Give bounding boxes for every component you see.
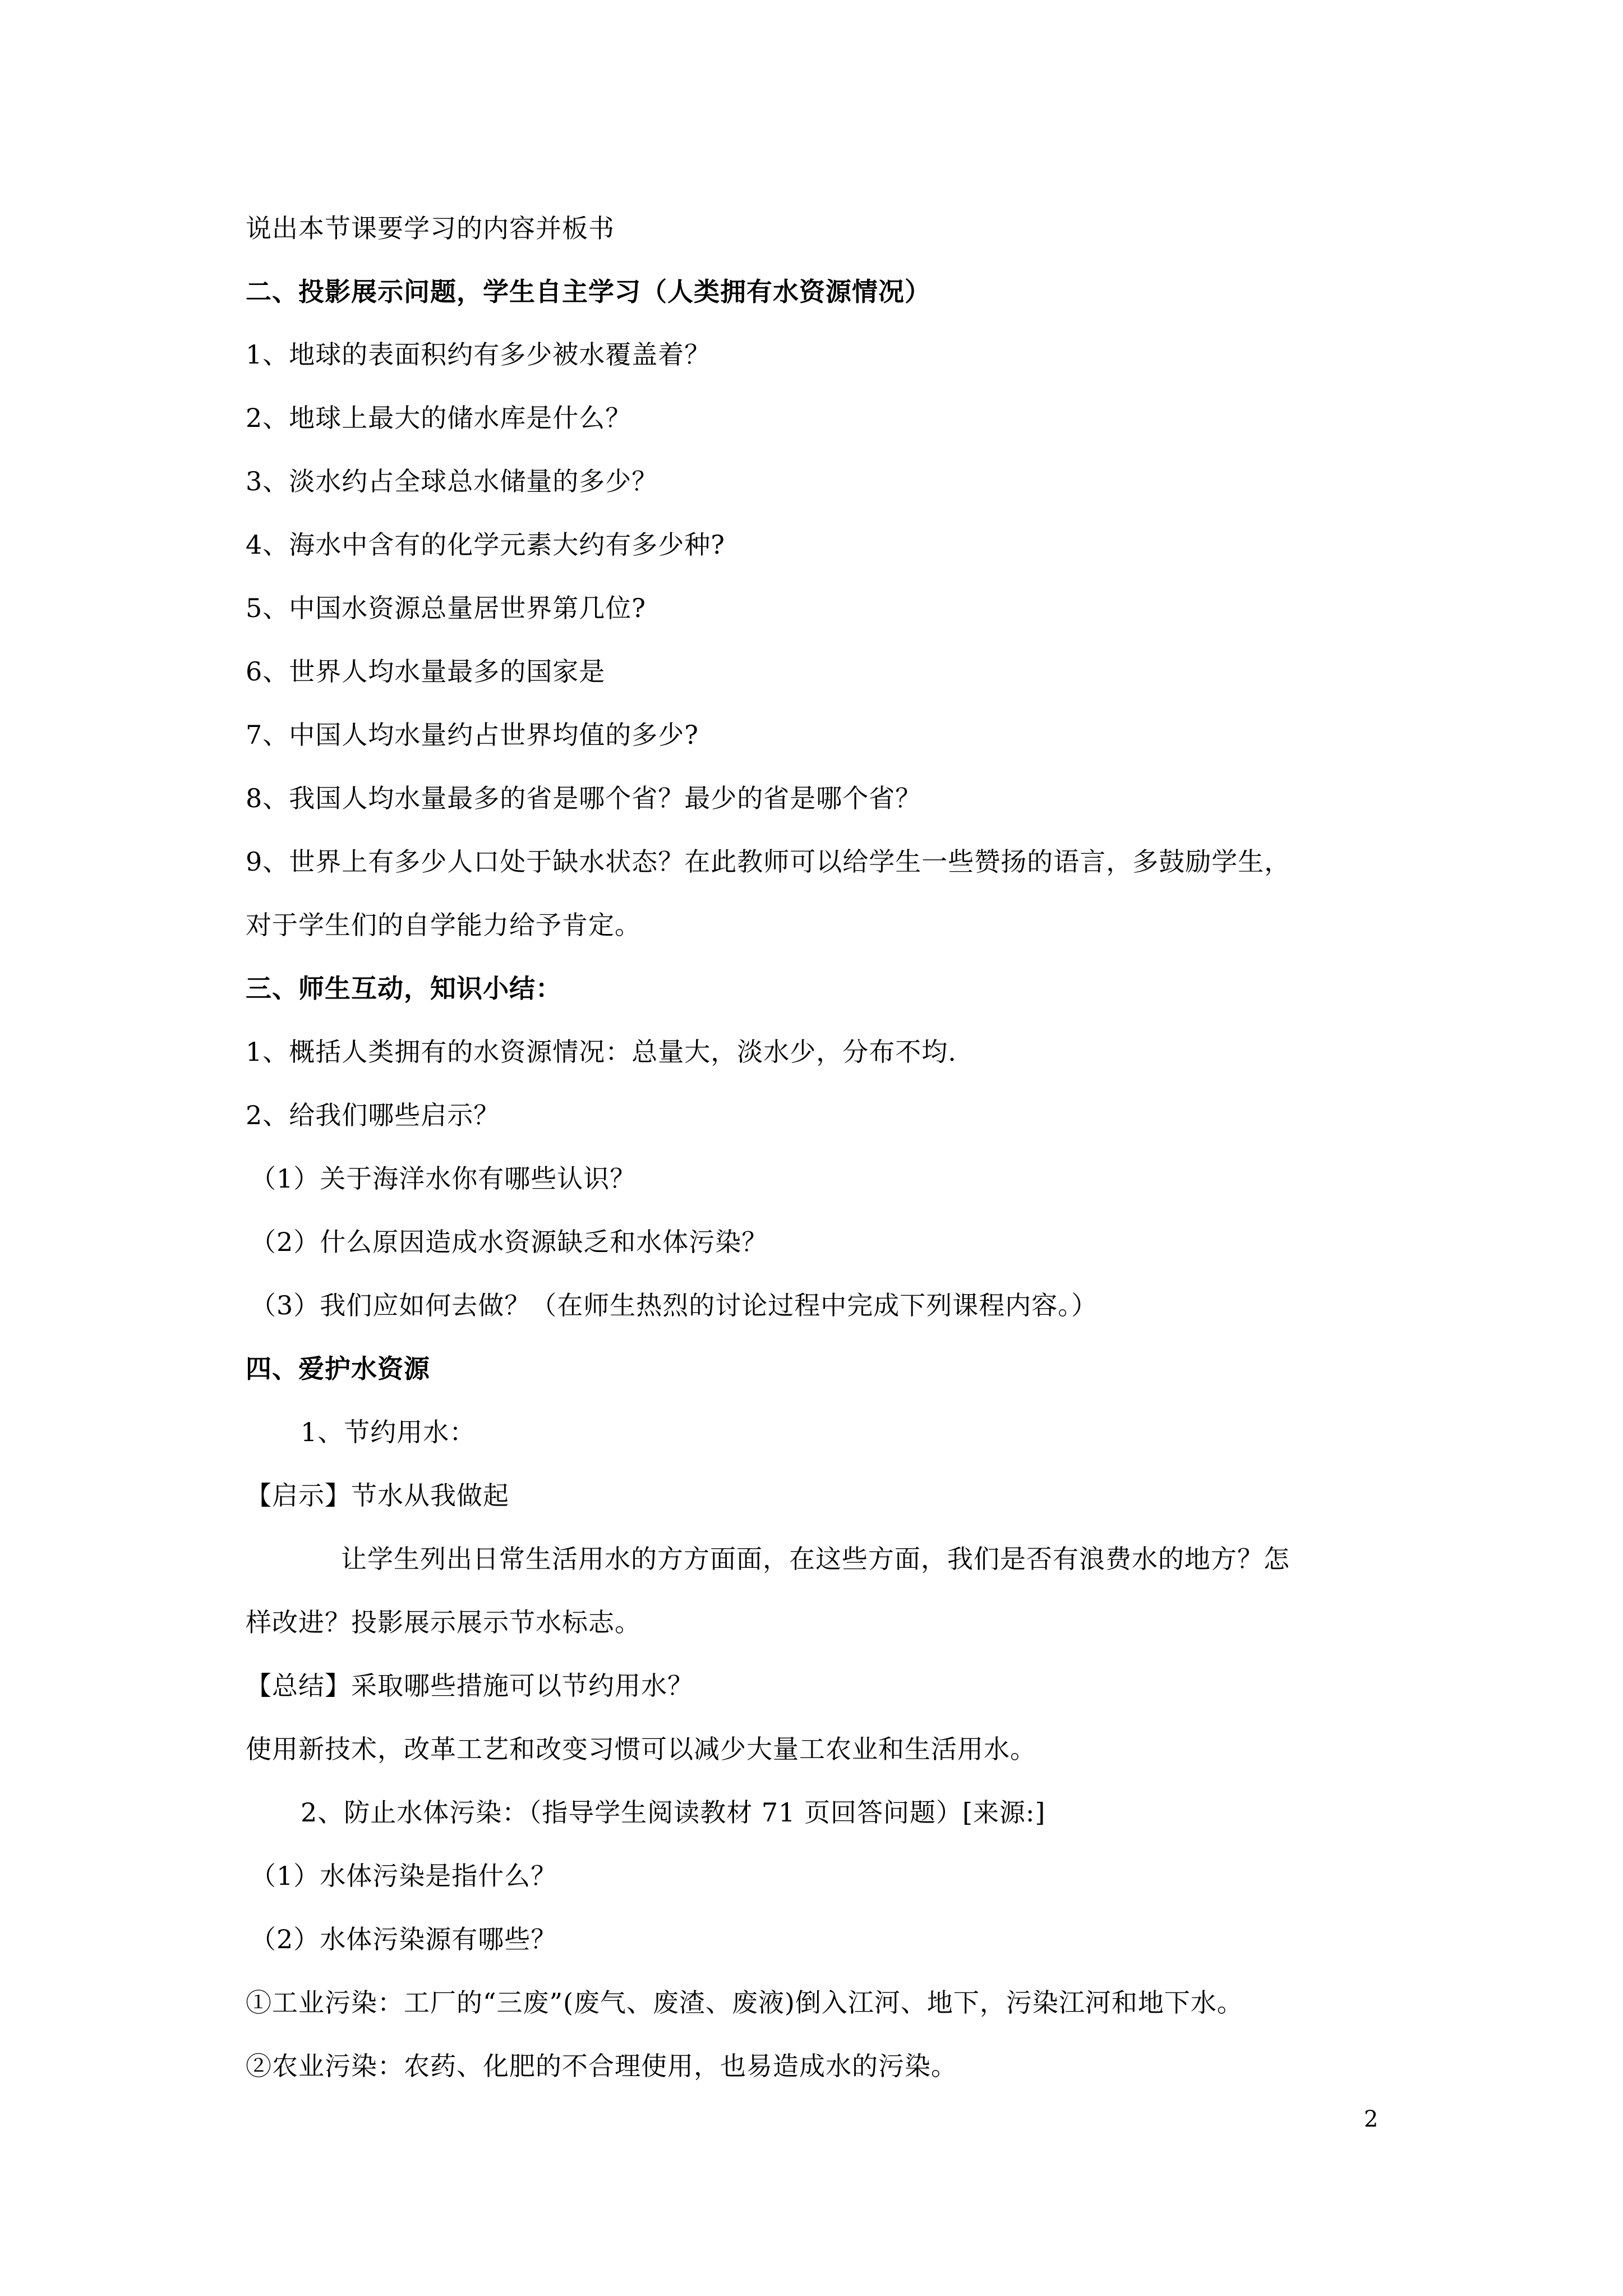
question-9-continued: 对于学生们的自学能力给予肯定。 <box>246 910 641 940</box>
activity-line: 让学生列出日常生活用水的方方面面，在这些方面，我们是否有浪费水的地方？怎 <box>341 1544 1290 1574</box>
question-5: 5、中国水资源总量居世界第几位? <box>246 593 646 623</box>
pollution-question-1: （1）水体污染是指什么？ <box>250 1861 557 1891</box>
question-3: 3、淡水约占全球总水储量的多少？ <box>246 466 658 496</box>
summary-2: 2、给我们哪些启示？ <box>246 1100 500 1130</box>
summary-2-item-1: （1）关于海洋水你有哪些认识？ <box>250 1163 637 1194</box>
section-heading-4: 四、爱护水资源 <box>246 1354 430 1384</box>
summary-1: 1、概括人类拥有的水资源情况：总量大，淡水少，分布不均. <box>246 1037 957 1067</box>
question-4: 4、海水中含有的化学元素大约有多少种? <box>246 530 725 560</box>
conclusion-line: 【总结】采取哪些措施可以节约用水？ <box>246 1671 694 1701</box>
section-heading-2: 二、投影展示问题，学生自主学习（人类拥有水资源情况） <box>246 277 931 307</box>
agricultural-pollution-line: ②农业污染：农药、化肥的不合理使用，也易造成水的污染。 <box>246 2051 957 2081</box>
pollution-question-2: （2）水体污染源有哪些？ <box>250 1924 557 1954</box>
subsection-save-water: 1、节约用水： <box>301 1417 476 1447</box>
page-number: 2 <box>1364 2106 1378 2132</box>
section-heading-3: 三、师生互动，知识小结： <box>246 973 562 1004</box>
question-1: 1、地球的表面积约有多少被水覆盖着？ <box>246 339 711 370</box>
question-2: 2、地球上最大的储水库是什么？ <box>246 403 632 433</box>
measures-line: 使用新技术，改革工艺和改变习惯可以减少大量工农业和生活用水。 <box>246 1734 1036 1764</box>
question-8: 8、我国人均水量最多的省是哪个省？最少的省是哪个省？ <box>246 783 922 813</box>
intro-line: 说出本节课要学习的内容并板书 <box>246 213 615 243</box>
summary-2-item-2: （2）什么原因造成水资源缺乏和水体污染？ <box>250 1227 768 1257</box>
subsection-prevent-pollution: 2、防止水体污染：（指导学生阅读教材 71 页回答问题）[来源:] <box>301 1797 1046 1828</box>
question-9: 9、世界上有多少人口处于缺水状态？在此教师可以给学生一些赞扬的语言，多鼓励学生， <box>246 846 1291 877</box>
question-6: 6、世界人均水量最多的国家是 <box>246 656 606 687</box>
hint-line: 【启示】节水从我做起 <box>246 1480 509 1511</box>
industrial-pollution-line: ①工业污染：工厂的“三废”(废气、废渣、废液)倒入江河、地下，污染江河和地下水。 <box>246 1987 1243 2018</box>
summary-2-item-3: （3）我们应如何去做？（在师生热烈的讨论过程中完成下列课程内容。） <box>250 1290 1098 1320</box>
question-7: 7、中国人均水量约占世界均值的多少? <box>246 720 699 750</box>
activity-line-continued: 样改进？投影展示展示节水标志。 <box>246 1607 641 1637</box>
